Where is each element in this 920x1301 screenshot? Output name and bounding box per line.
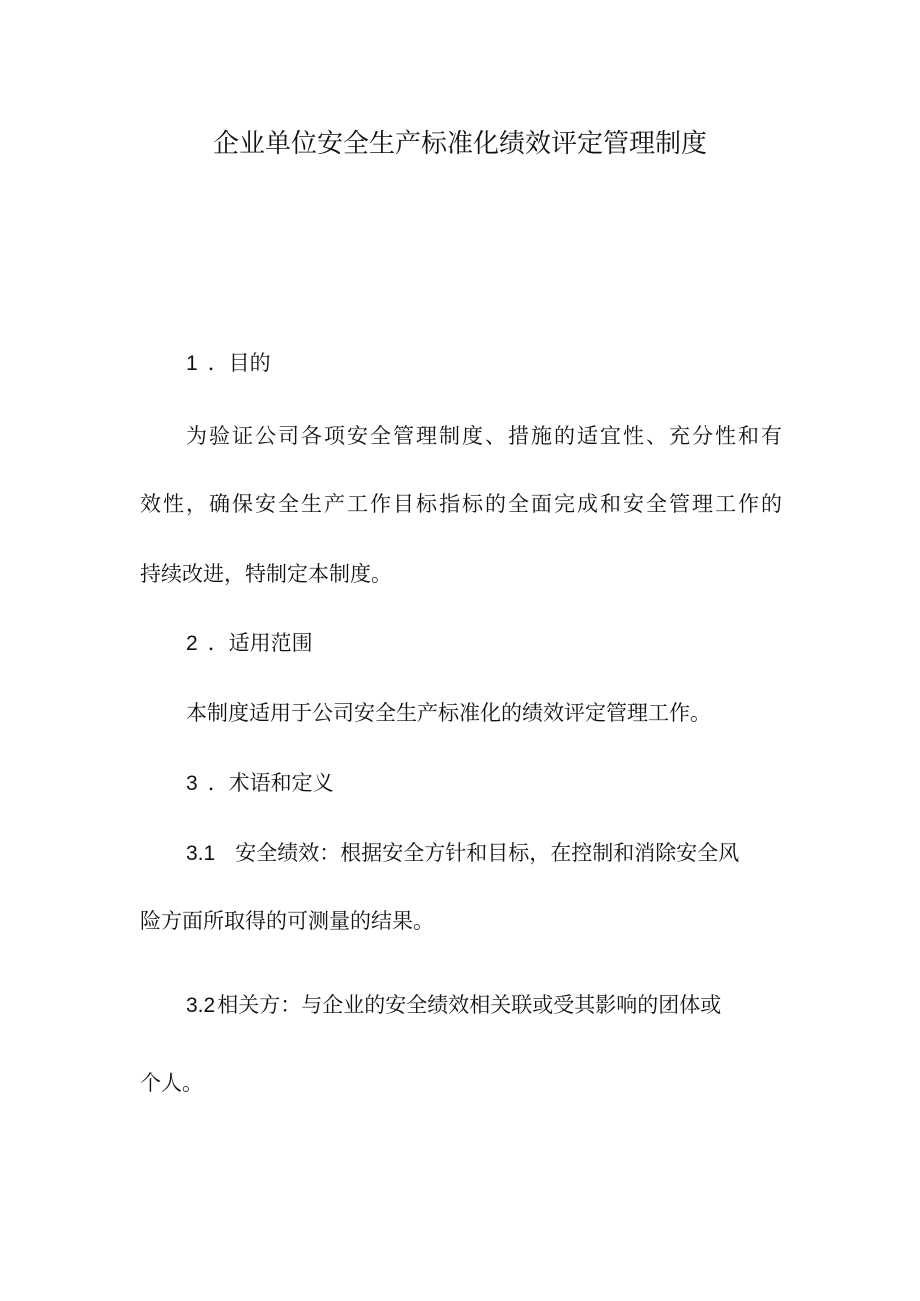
paragraph-line: 为验证公司各项安全管理制度、措施的适宜性、充分性和有	[186, 424, 782, 448]
section-number: 3	[186, 772, 198, 795]
definition-number: 3.1	[186, 842, 216, 865]
paragraph-line: 险方面所取得的可测量的结果。	[140, 909, 434, 933]
definition-item-related-party	[186, 990, 721, 1021]
definition-text: 安全绩效：根据安全方针和目标，在控制和消除安全风	[235, 841, 740, 865]
section-title: ．目的	[207, 351, 271, 375]
definition-item-safety-performance	[186, 838, 739, 869]
section-heading-purpose	[186, 348, 271, 379]
section-title: ．适用范围	[207, 631, 313, 655]
section-heading-scope	[186, 628, 313, 659]
paragraph-line: 个人。	[140, 1071, 203, 1095]
paragraph-line: 持续改进，特制定本制度。	[140, 562, 392, 586]
section-number: 1	[186, 352, 198, 375]
definition-text: 相关方：与企业的安全绩效相关联或受其影响的团体或	[217, 993, 722, 1017]
paragraph-line: 效性，确保安全生产工作目标指标的全面完成和安全管理工作的	[140, 492, 782, 516]
section-heading-definitions	[186, 768, 334, 799]
section-number: 2	[186, 632, 198, 655]
section-title: ．术语和定义	[207, 771, 334, 795]
definition-number: 3.2	[186, 994, 216, 1017]
document-title: 企业单位安全生产标准化绩效评定管理制度	[212, 129, 707, 159]
paragraph-line: 本制度适用于公司安全生产标准化的绩效评定管理工作。	[186, 701, 711, 725]
